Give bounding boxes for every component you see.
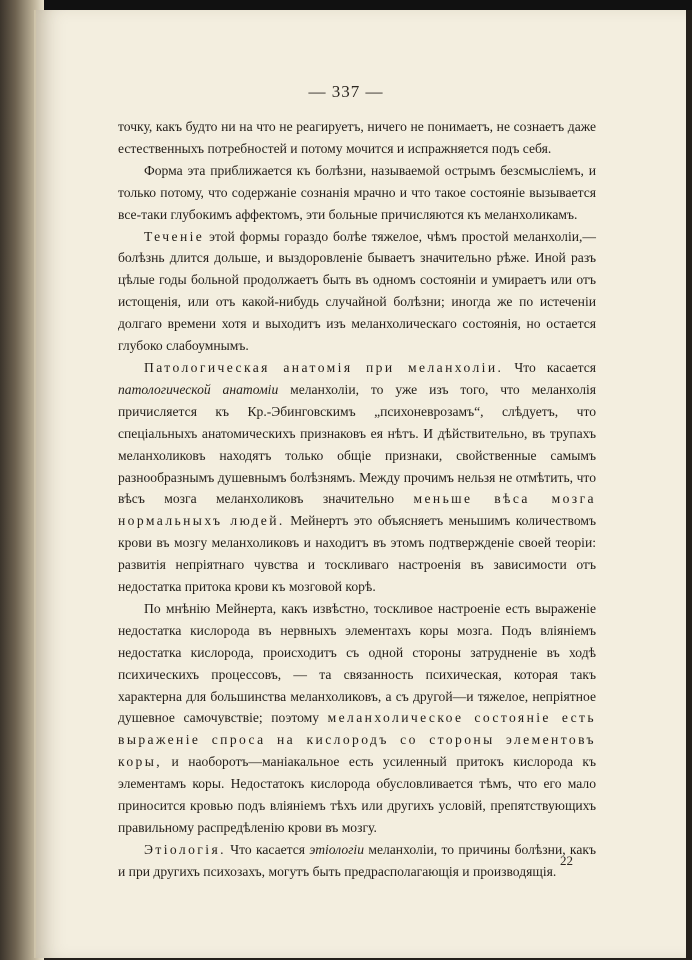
paragraph — [118, 116, 596, 160]
spaced-emphasis: меланхолическое состояніе есть выраженіе спроса на кислородъ со стороны элементовъ коры, — [118, 710, 596, 770]
paragraph — [118, 357, 596, 598]
spaced-emphasis: Этіологія. — [144, 841, 226, 857]
text-run: и наоборотъ—маніакальное есть усиленный притокъ кислорода къ элементамъ коры. Недостатокъ кислорода обусловливается тѣмъ, что его мало приносится кровью подъ вліяніемъ тѣхъ или другихъ условій, препятствующихъ правильному распредѣленію крови въ мозгу. — [118, 754, 596, 835]
body-text — [118, 116, 596, 883]
spaced-emphasis: меньше вѣса мозга нормальныхъ людей. — [118, 491, 596, 529]
text-run: Форма эта приближается къ болѣзни, называемой острымъ безсмысліемъ, и только потому, что содержаніе сознанія мрачно и что такое состояніе вызывается все-таки глубокимъ аффектомъ, эти больные причисляются къ меланхоликамъ. — [118, 162, 596, 222]
text-run: меланхоліи, то причины болѣзни, какъ и при другихъ психозахъ, могутъ быть предрасполагающія и производящія. — [118, 841, 597, 879]
text-run: меланхоліи, то уже изъ того, что меланхолія причисляется къ Кр.-Эбинговскимъ „психоневрозамъ“, слѣдуетъ, что спеціальныхъ анатомическихъ признаковъ ея нѣтъ. И дѣйствительно, въ трупахъ меланхоликовъ находятъ только общіе признаки, свойственные самымъ разнообразнымъ душевнымъ болѣзнямъ. Между прочимъ нельзя не отмѣтить, что вѣсъ мозга меланхоликовъ значительно — [118, 381, 597, 507]
text-run: этой формы гораздо болѣе тяжелое, чѣмъ простой меланхоліи,—болѣзнь длится дольше, и выздоровленіе бываетъ значительно рѣже. Иной разъ цѣлые годы больной продолжаетъ быть въ одномъ состояніи и умираетъ или отъ истощенія, или отъ какой-нибудь случайной болѣзни; иногда же по истеченіи долгаго времени хотя и выходитъ изъ меланхолическаго состоянія, но остается глубоко слабоумнымъ. — [118, 228, 596, 354]
paragraph — [118, 226, 596, 357]
text-run: По мнѣнію Мейнерта, какъ извѣстно, тоскливое настроеніе есть выраженіе недостатка кислорода въ нервныхъ элементахъ коры мозга. Подъ вліяніемъ недостатка кислорода, происходитъ съ одной стороны затрудненіе въ ходѣ психическихъ процессовъ, — та связанность психическая, которая такъ характерна для большинства меланхоликовъ, а съ другой—и тяжелое, непріятное душевное самочувствіе; поэтому — [118, 600, 596, 726]
spaced-emphasis: Теченіе — [144, 228, 205, 244]
text-run: Что касается — [503, 359, 597, 375]
running-head-page-number: — 337 — — [308, 82, 384, 101]
text-run: точку, какъ будто ни на что не реагируетъ, ничего не понимаетъ, не сознаетъ даже естественныхъ потребностей и потому мочится и испражняется подъ себя. — [118, 119, 596, 156]
spaced-emphasis: Патологическая анатомія при меланхоліи. — [144, 359, 504, 375]
text-run: Мейнертъ это объясняетъ меньшимъ количествомъ крови въ мозгу меланхоликовъ и находитъ въ этомъ подтвержденіе своей теоріи: развитія непріятнаго чувства и тоскливаго настроенія въ зависимости отъ недостатка притока крови къ мозговой корѣ. — [118, 513, 596, 595]
italic-term: патологической анатоміи — [118, 381, 279, 397]
top-edge — [34, 0, 692, 10]
text-run: Что касается — [225, 841, 310, 857]
italic-term: этіологіи — [309, 841, 365, 857]
paragraph — [118, 598, 596, 839]
signature-number: 22 — [560, 853, 573, 868]
paragraph — [118, 160, 596, 226]
paragraph — [118, 839, 596, 883]
